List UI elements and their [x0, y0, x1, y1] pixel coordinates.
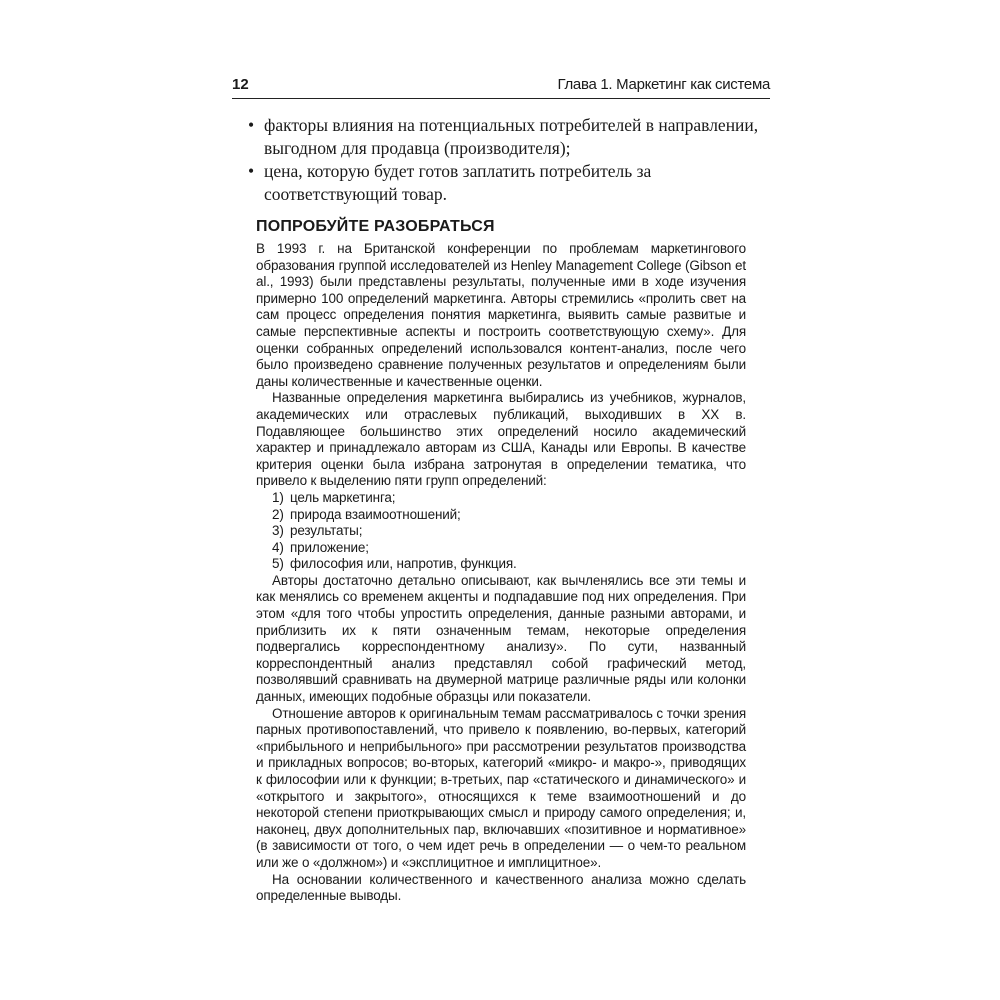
list-item-text: цель маркетинга; — [290, 489, 396, 505]
list-item-text: приложение; — [290, 539, 369, 555]
paragraph: Авторы достаточно детально описывают, как вычленялись все эти темы и как менялись со временем акценты и подпадавшие под них определения. При этом «для того чтобы упростить определения, данные разными авторами, и приблизить их к пяти означенным темам, некоторые определения подвергались корреспондентному анализу». По сути, названный корреспондентный анализ представлял собой графический метод, позволявший сравнивать на двумерной матрице различные ряды или колонки данных, имеющих подобные образцы или показатели. — [256, 572, 746, 705]
body-text — [256, 241, 746, 905]
list-item-text: результаты; — [290, 523, 363, 539]
bullet-list — [248, 114, 770, 206]
list-item — [256, 523, 746, 540]
bullet-icon: • — [248, 115, 255, 135]
page-number: 12 — [232, 76, 249, 93]
paragraph: Названные определения маркетинга выбирались из учебников, журналов, академических или отраслевых публикаций, выходивших в XX в. Подавляющее большинство этих определений носило академический характер и принадлежало авторам из США, Канады или Европы. В качестве критерия оценки была избрана затронутая в определении тематика, что привело к выделению пяти групп определений: — [256, 390, 746, 489]
running-title: Глава 1. Маркетинг как система — [557, 76, 770, 93]
list-number: 5) — [272, 556, 284, 572]
paragraph: В 1993 г. на Британской конференции по проблемам маркетингового образования группой исследователей из Henley Management College (Gibson et al., 1993) были представлены результаты, полученные ими в ходе изучения примерно 100 определений маркетинга. Авторы стремились «пролить свет на сам процесс определения понятия маркетинга, выявить самые развитые и самые перспективные аспекты и построить соответствующую схему». Для оценки собранных определений использовался контент-анализ, после чего было произведено сравнение полученных результатов и определениям были даны количественные и качественные оценки. — [256, 241, 746, 389]
bullet-item — [248, 114, 770, 160]
bullet-item — [248, 160, 770, 206]
bullet-icon: • — [248, 161, 255, 181]
page-header — [232, 76, 770, 99]
bullet-text: факторы влияния на потенциальных потребителей в направлении, выгодном для продавца (производителя); — [264, 115, 759, 158]
list-item-text: философия или, напротив, функция. — [290, 556, 517, 572]
list-item — [256, 490, 746, 507]
bullet-text: цена, которую будет готов заплатить потребитель за соответствующий товар. — [264, 161, 652, 204]
list-number: 2) — [272, 506, 284, 522]
paragraph: На основании количественного и качественного анализа можно сделать определенные выводы. — [256, 871, 746, 904]
list-item-text: природа взаимоотношений; — [290, 506, 461, 522]
list-number: 3) — [272, 523, 284, 539]
list-item — [256, 540, 746, 557]
list-number: 4) — [272, 539, 284, 555]
section-heading: ПОПРОБУЙТЕ РАЗОБРАТЬСЯ — [256, 218, 495, 235]
paragraph: Отношение авторов к оригинальным темам рассматривалось с точки зрения парных противопоставлений, что привело к появлению, во-первых, категорий «прибыльного и неприбыльного» при рассмотрении результатов производства и прикладных вопросов; во-вторых, категорий «микро- и макро-», приводящих к философии или к функции; в-третьих, пар «статического и динамического» и «открытого и закрытого», относящихся к теме взаимоотношений и до некоторой степени приоткрывающих смысл и природу самого определения; и, наконец, двух дополнительных пар, включавших «позитивное и нормативное» (в зависимости от того, о чем идет речь в определении — о чем-то реальном или же о «должном») и «эксплицитное и имплицитное». — [256, 705, 746, 870]
numbered-list — [256, 490, 746, 573]
list-item — [256, 556, 746, 573]
list-item — [256, 507, 746, 524]
list-number: 1) — [272, 489, 284, 505]
